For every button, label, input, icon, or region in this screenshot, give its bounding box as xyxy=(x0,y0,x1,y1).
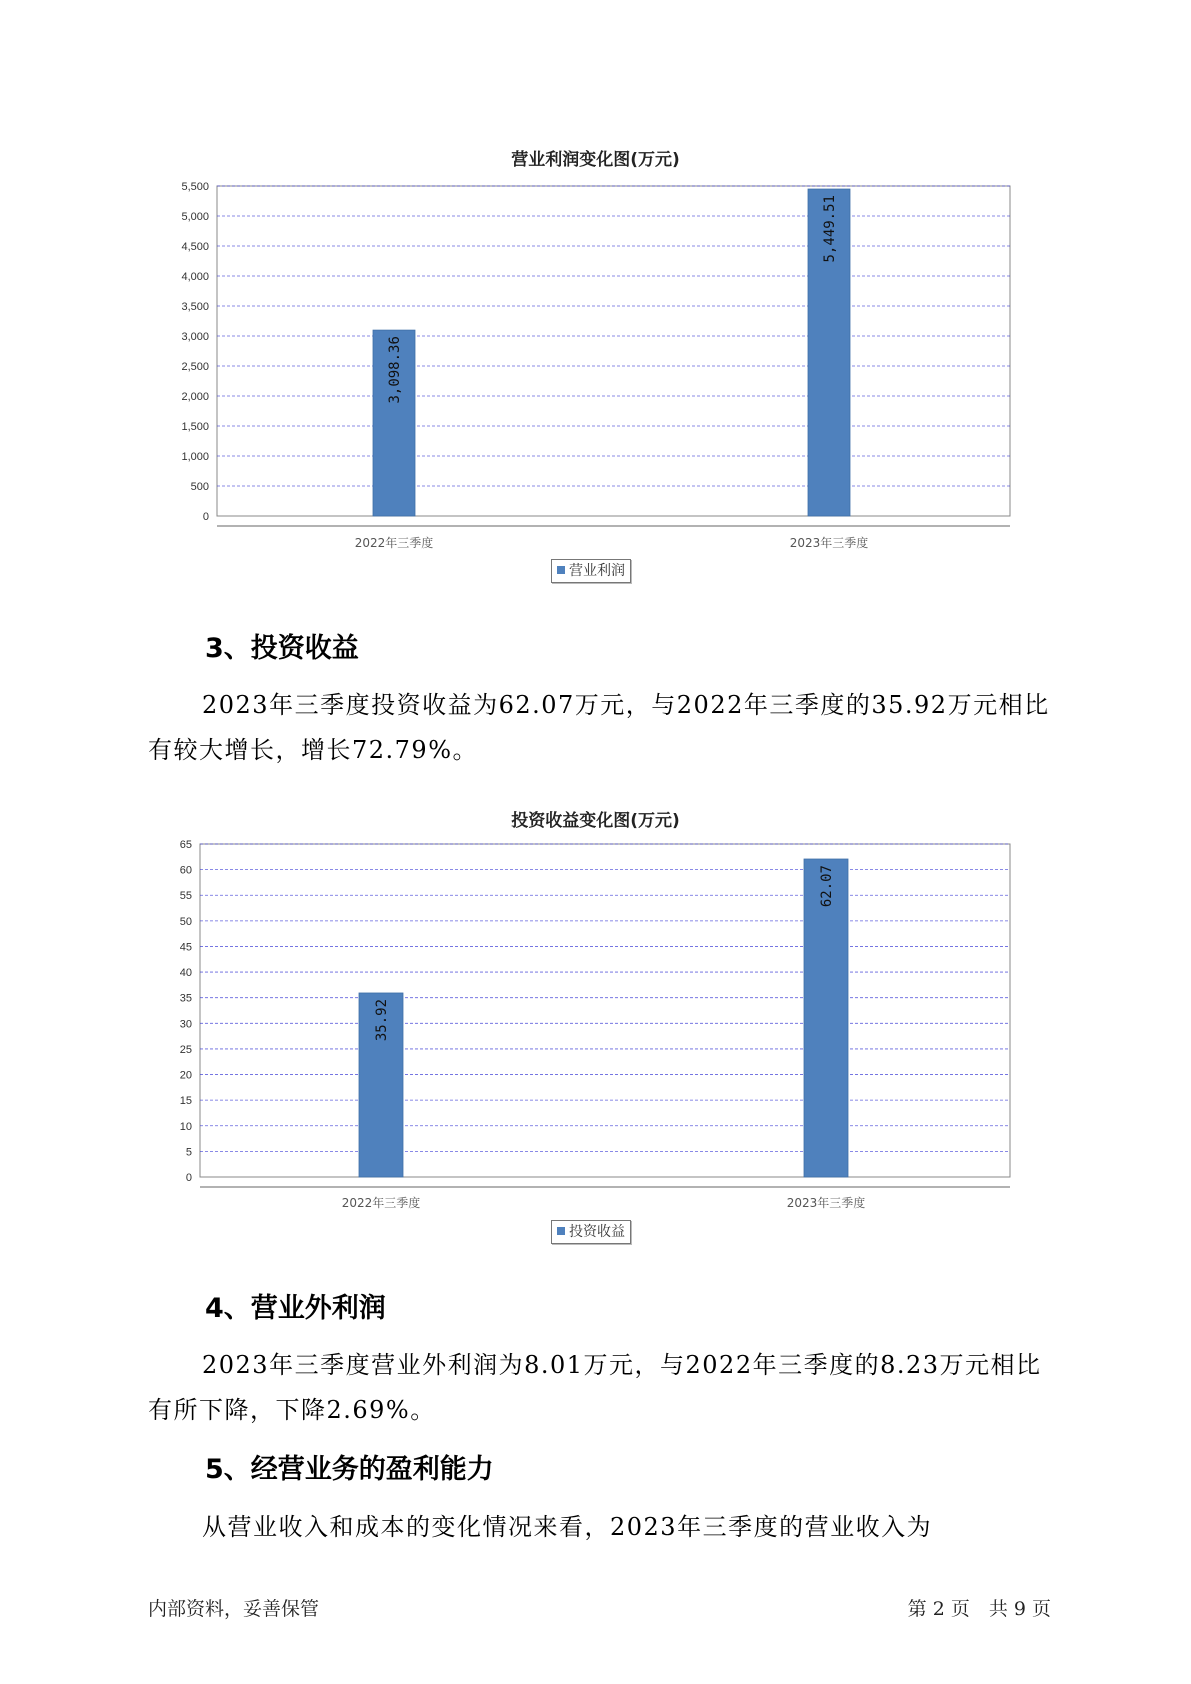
y-tick-label: 2,500 xyxy=(181,361,209,373)
x-category-label: 2022年三季度 xyxy=(354,536,434,550)
chart2-investment-income xyxy=(0,832,1191,1212)
y-tick-label: 60 xyxy=(179,864,192,877)
footer-page-number: 第 2 页 共 9 页 xyxy=(907,1598,1051,1620)
y-tick-label: 2,000 xyxy=(181,391,209,403)
legend-swatch xyxy=(557,566,565,574)
plot-area xyxy=(217,186,1010,516)
y-tick-label: 25 xyxy=(179,1043,192,1056)
y-tick-label: 40 xyxy=(179,967,192,980)
footer-confidential: 内部资料，妥善保管 xyxy=(148,1598,320,1620)
y-tick-label: 3,000 xyxy=(181,331,209,343)
bar-value-label: 62.07 xyxy=(819,865,835,908)
chart1-operating-profit xyxy=(0,170,1191,550)
chart2-legend xyxy=(551,1220,631,1244)
y-tick-label: 30 xyxy=(179,1018,192,1031)
bar-value-label: 35.92 xyxy=(374,998,390,1042)
legend-swatch xyxy=(557,1227,565,1235)
y-tick-label: 500 xyxy=(190,481,209,493)
y-tick-label: 20 xyxy=(179,1069,192,1082)
section3-text: 2023年三季度投资收益为62.07万元，与2022年三季度的35.92万元相比有较大增长，增长72.79%。 xyxy=(148,691,1050,764)
plot-area xyxy=(200,844,1010,1177)
y-tick-label: 4,500 xyxy=(181,241,209,253)
y-tick-label: 15 xyxy=(179,1095,192,1108)
chart2-title: 投资收益变化图(万元) xyxy=(511,811,680,831)
chart1-legend xyxy=(551,559,631,583)
x-category-label: 2022年三季度 xyxy=(341,1196,421,1210)
y-tick-label: 0 xyxy=(202,511,209,523)
section5-heading: 5、经营业务的盈利能力 xyxy=(205,1454,494,1485)
section4-text: 2023年三季度营业外利润为8.01万元，与2022年三季度的8.23万元相比有所下降，下降2.69%。 xyxy=(148,1351,1042,1424)
y-tick-label: 35 xyxy=(179,992,192,1005)
y-tick-label: 55 xyxy=(179,890,192,903)
bar-value-label: 3,098.36 xyxy=(387,336,403,404)
chart1-legend-label: 营业利润 xyxy=(569,563,625,579)
y-tick-label: 5,000 xyxy=(181,211,209,223)
y-tick-label: 45 xyxy=(179,941,192,954)
x-category-label: 2023年三季度 xyxy=(789,536,869,550)
y-tick-label: 1,000 xyxy=(181,451,209,463)
section5-text: 从营业收入和成本的变化情况来看，2023年三季度的营业收入为 xyxy=(202,1513,933,1541)
chart1-title: 营业利润变化图(万元) xyxy=(511,150,680,170)
y-tick-label: 1,500 xyxy=(181,421,209,433)
y-tick-label: 10 xyxy=(179,1120,192,1133)
y-tick-label: 50 xyxy=(179,915,192,928)
section3-heading: 3、投资收益 xyxy=(205,633,359,664)
y-tick-label: 5 xyxy=(185,1146,192,1159)
y-tick-label: 0 xyxy=(185,1172,192,1184)
x-category-label: 2023年三季度 xyxy=(786,1196,866,1210)
chart2-legend-label: 投资收益 xyxy=(569,1224,625,1240)
bar-value-label: 5,449.51 xyxy=(822,195,838,263)
y-tick-label: 65 xyxy=(179,839,192,851)
y-tick-label: 5,500 xyxy=(181,181,209,193)
y-tick-label: 4,000 xyxy=(181,271,209,283)
y-tick-label: 3,500 xyxy=(181,301,209,313)
section4-heading: 4、营业外利润 xyxy=(205,1293,386,1324)
